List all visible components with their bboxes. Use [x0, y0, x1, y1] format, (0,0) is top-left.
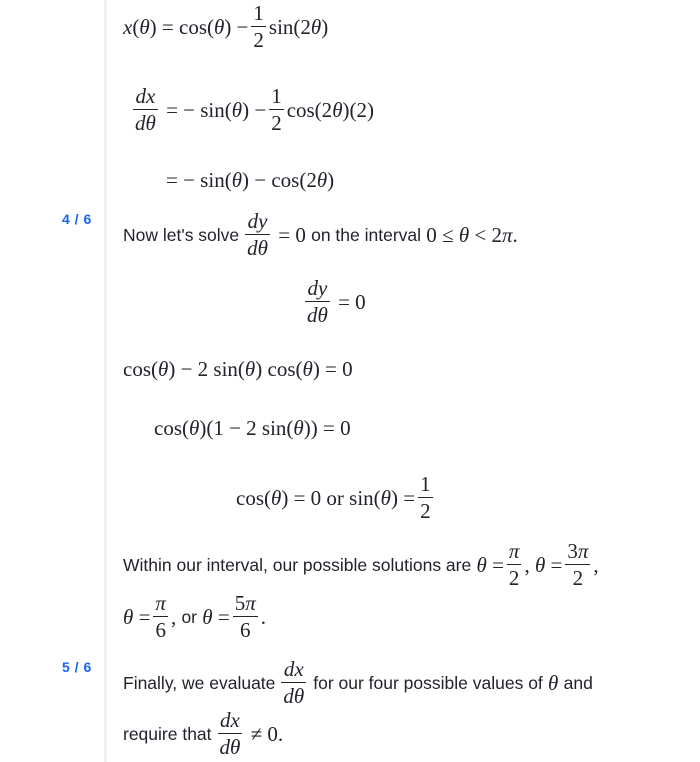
solutions-sentence: Within our interval, our possible solutions are θ = $\frac{\pi}{2}$ , θ = $\frac{3\pi}{2}$ ,: [123, 539, 599, 590]
and-text: and: [563, 672, 593, 693]
solve-interval-text: on the interval: [311, 224, 422, 245]
equation-dx-dtheta: $\frac{dx}{d\theta}$ = − sin(θ) − $\frac{1}{2}$ cos(2θ)(2): [135, 84, 374, 135]
step-rail: [104, 0, 107, 762]
equation-factored: cos(θ)(1 − 2 sin(θ)) = 0: [154, 416, 351, 440]
step-number-4: 4 / 6: [62, 211, 92, 227]
for-four-text: for our four possible values of: [313, 672, 543, 693]
equation-cases: cos(θ) = 0 or sin(θ) = $\frac{1}{2}$: [236, 472, 431, 523]
require-text: require that: [123, 723, 212, 744]
equation-x-theta: x(θ) = cos(θ) − $\frac{1}{2}$ sin(2θ): [123, 1, 329, 52]
equation-expanded: cos(θ) − 2 sin(θ) cos(θ) = 0: [123, 357, 353, 381]
or-text: or: [181, 606, 198, 627]
equation-dx-simplified: = − sin(θ) − cos(2θ): [166, 168, 335, 192]
step-number-5: 5 / 6: [62, 659, 92, 675]
require-sentence: require that dx dθ ≠ 0.: [123, 708, 284, 759]
finally-sentence: Finally, we evaluate dx dθ for our four possible values of θ and: [123, 657, 593, 708]
solutions-continued: θ = $\frac{\pi}{6}$ , or θ = $\frac{5\pi}{6}$ .: [123, 591, 266, 642]
solve-intro-text: Now let's solve: [123, 224, 240, 245]
within-text: Within our interval, our possible solutions are: [123, 554, 472, 575]
solve-sentence: Now let's solve $\frac{dy}{d\theta}$ = 0 on the interval 0 ≤ θ < 2π.: [123, 209, 518, 260]
finally-text: Finally, we evaluate: [123, 672, 276, 693]
equation-dy-zero: $\frac{dy}{d\theta}$ = 0: [307, 276, 366, 327]
